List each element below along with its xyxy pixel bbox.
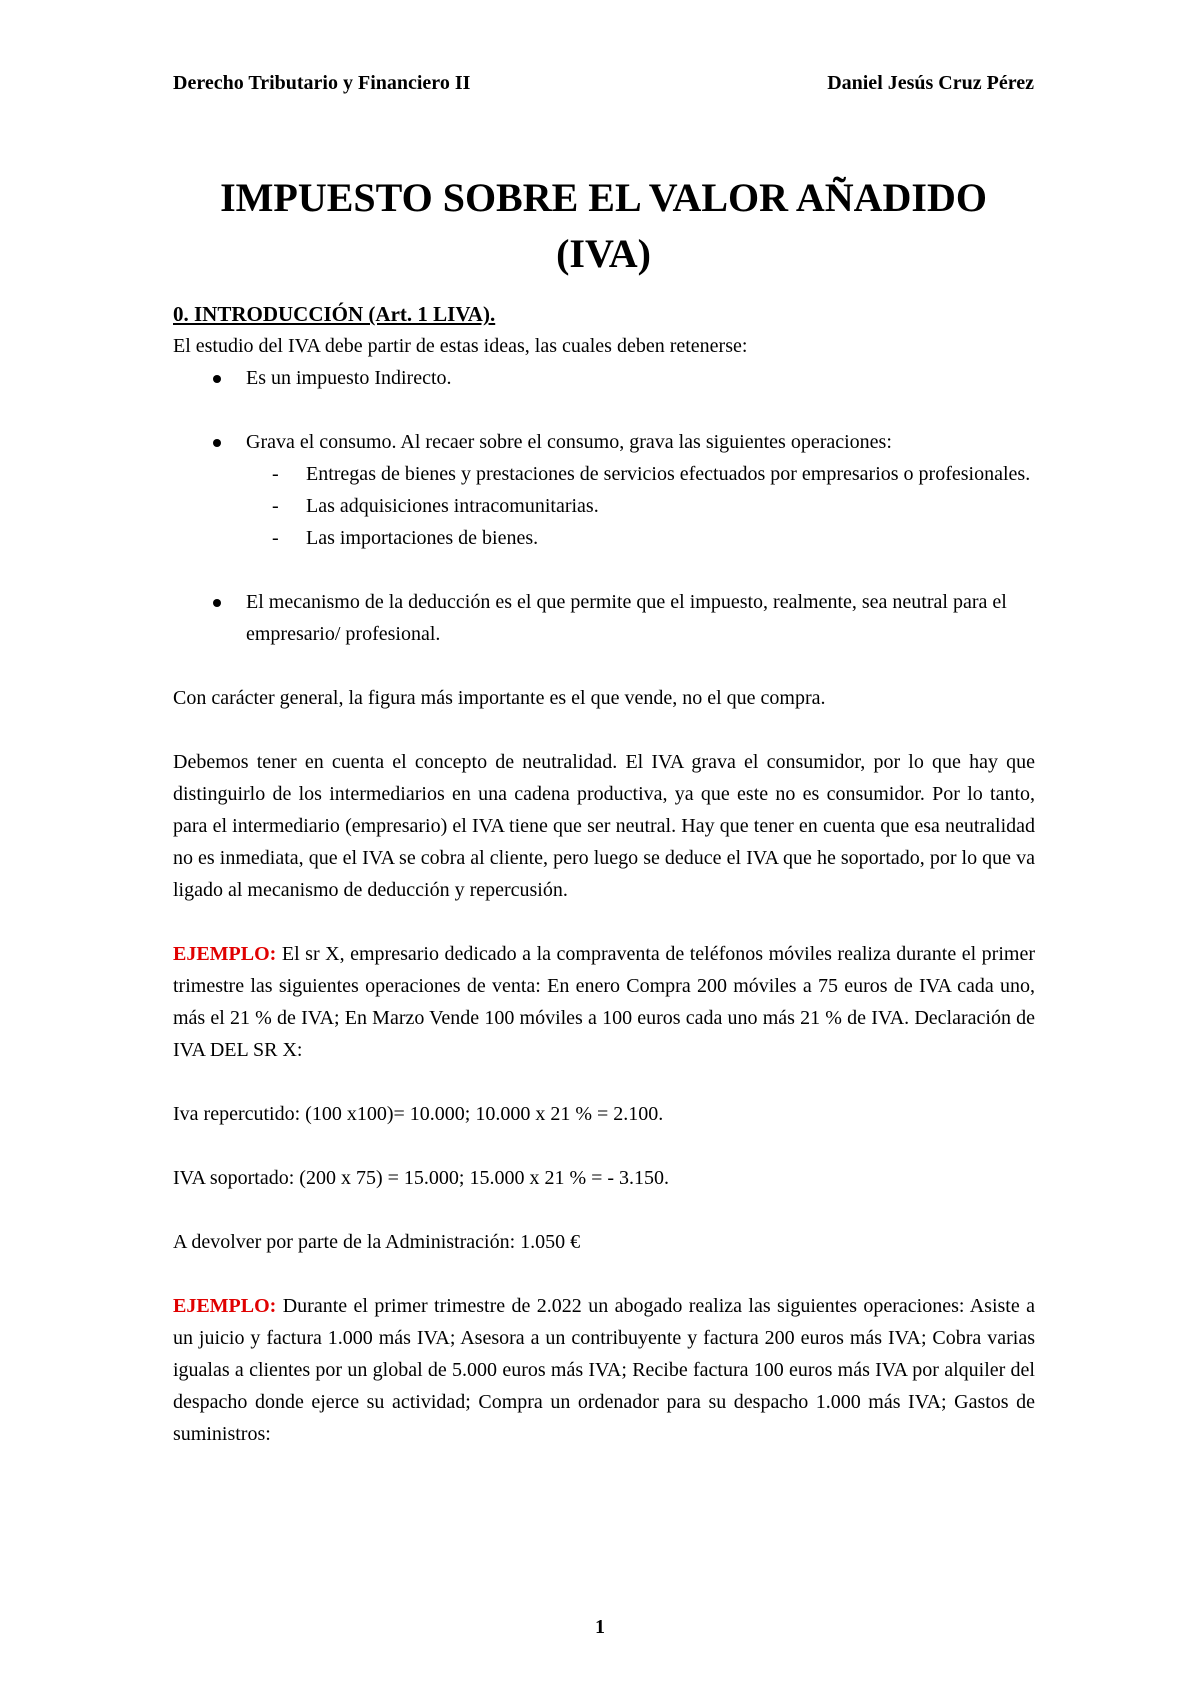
bullet-item [173, 362, 1035, 394]
bullet-icon [213, 599, 221, 607]
iva-soportado: IVA soportado: (200 x 75) = 15.000; 15.000 x 21 % = - 3.150. [173, 1167, 670, 1189]
document-title [173, 170, 1034, 282]
spacer [173, 1130, 1035, 1162]
operation-item [246, 522, 1035, 554]
bullet-item [173, 586, 1035, 650]
bullet-item [173, 426, 1035, 554]
example-2-paragraph [173, 1290, 1035, 1450]
spacer [173, 714, 1035, 746]
spacer [173, 554, 1035, 586]
example-2-label: EJEMPLO: [173, 1295, 277, 1317]
operation-text: Entregas de bienes y prestaciones de servicios efectuados por empresarios o profesionales. [306, 463, 1031, 485]
spacer [173, 1258, 1035, 1290]
example-1-text: El sr X, empresario dedicado a la compraventa de teléfonos móviles realiza durante el primer trimestre las siguientes operaciones de venta: En enero Compra 200 móviles a 75 euros de IVA cada uno, más el 21 % de IVA; En Marzo Vende 100 móviles a 100 euros cada uno más 21 % de IVA. Declaración de IVA DEL SR X: [173, 943, 1035, 1061]
title-line-1: IMPUESTO SOBRE EL VALOR AÑADIDO [220, 175, 987, 220]
operation-item [246, 458, 1035, 490]
bullet-text: Es un impuesto Indirecto. [246, 367, 452, 389]
spacer [173, 394, 1035, 426]
header-course: Derecho Tributario y Financiero II [173, 72, 471, 94]
spacer [173, 906, 1035, 938]
example-1-label: EJEMPLO: [173, 943, 277, 965]
page-header [173, 72, 1034, 102]
a-devolver: A devolver por parte de la Administración: 1.050 € [173, 1231, 581, 1253]
section-heading: 0. INTRODUCCIÓN (Art. 1 LIVA). [173, 302, 496, 326]
page-number: 1 [595, 1616, 605, 1638]
bullet-text: Grava el consumo. Al recaer sobre el consumo, grava las siguientes operaciones: [246, 431, 892, 453]
bullet-icon [213, 439, 221, 447]
header-author: Daniel Jesús Cruz Pérez [827, 72, 1034, 94]
bullet-icon [213, 375, 221, 383]
operations-list [246, 458, 1035, 554]
spacer [173, 1066, 1035, 1098]
iva-repercutido: Iva repercutido: (100 x100)= 10.000; 10.000 x 21 % = 2.100. [173, 1103, 664, 1125]
section-intro: El estudio del IVA debe partir de estas ideas, las cuales deben retenerse: [173, 335, 748, 357]
paragraph-neutrality: Debemos tener en cuenta el concepto de neutralidad. El IVA grava el consumidor, por lo que hay que distinguirlo de los intermediarios en una cadena productiva, ya que este no es consumidor. Por lo tanto, para el intermediario (empresario) el IVA tiene que ser neutral. Hay que tener en cuenta que esa neutralidad no es inmediata, que el IVA se cobra al cliente, pero luego se deduce el IVA que he soportado, por lo que va ligado al mecanismo de deducción y repercusión. [173, 751, 1035, 901]
dash-icon: - [272, 495, 279, 517]
paragraph-general: Con carácter general, la figura más importante es el que vende, no el que compra. [173, 687, 826, 709]
operation-text: Las importaciones de bienes. [306, 527, 539, 549]
spacer [173, 1194, 1035, 1226]
dash-icon: - [272, 527, 279, 549]
spacer [173, 650, 1035, 682]
operation-text: Las adquisiciones intracomunitarias. [306, 495, 599, 517]
operation-item [246, 490, 1035, 522]
document-body [173, 298, 1035, 1450]
title-line-2: (IVA) [556, 231, 651, 276]
bullet-list [173, 362, 1035, 650]
dash-icon: - [272, 463, 279, 485]
example-2-text: Durante el primer trimestre de 2.022 un abogado realiza las siguientes operaciones: Asiste a un juicio y factura 1.000 más IVA; Asesora a un contribuyente y factura 200 euros más IVA; Cobra varias igualas a clientes por un global de 5.000 euros más IVA; Recibe factura 100 euros más IVA por alquiler del despacho donde ejerce su actividad; Compra un ordenador para su despacho 1.000 más IVA; Gastos de suministros: [173, 1295, 1035, 1445]
bullet-text: El mecanismo de la deducción es el que permite que el impuesto, realmente, sea neutral para el empresario/ profesional. [246, 591, 1007, 645]
example-1-paragraph [173, 938, 1035, 1066]
